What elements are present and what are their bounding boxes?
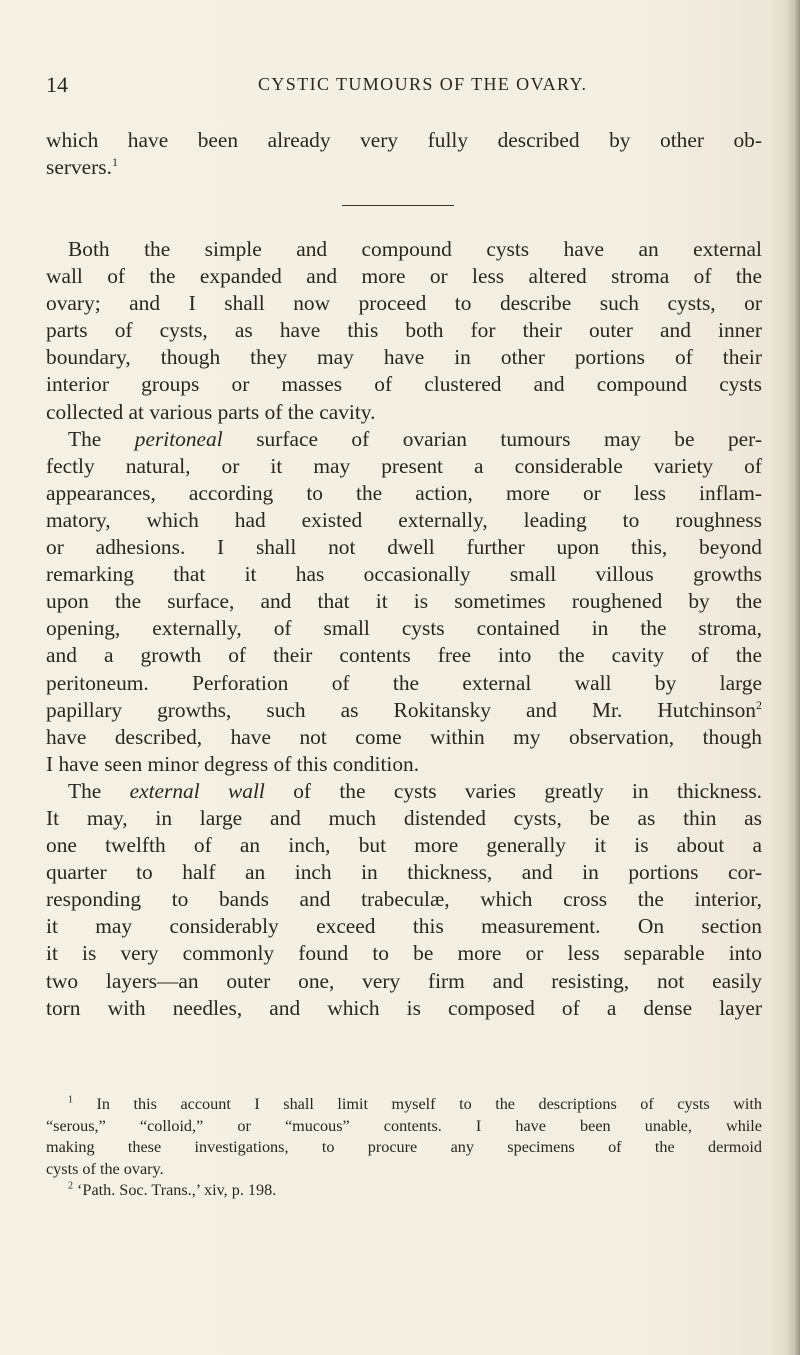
text-fragment: papillary growths, such as Rokitansky and Mr. Hutchinson — [46, 697, 756, 722]
footnote-ref-2: 2 — [756, 697, 762, 712]
text-line: collected at various parts of the cavity. — [46, 399, 376, 424]
page-header — [46, 72, 746, 102]
text-line: torn with needles, and which is composed of a dense layer — [46, 995, 762, 1020]
text-line: and a growth of their contents free into the cavity of the — [46, 643, 762, 668]
footnote-1-mark: 1 — [68, 1094, 73, 1106]
text-fragment: The — [68, 778, 102, 803]
text-line: interior groups or masses of clustered and compound cysts — [46, 372, 762, 397]
text-fragment: servers. — [46, 155, 112, 180]
text-line: boundary, though they may have in other portions of their — [46, 345, 762, 370]
text-fragment: ‘Path. Soc. Trans.,’ xiv, p. 198. — [73, 1181, 277, 1199]
text-line: remarking that it has occasionally small villous growths — [46, 562, 762, 587]
text-line — [46, 154, 762, 181]
footnote-1-line: “serous,” “colloid,” or “mucous” contents. I have been unable, while — [46, 1116, 762, 1135]
text-fragment: In this account I shall limit myself to the descriptions of cysts with — [73, 1095, 762, 1113]
footnote-1-line: cysts of the ovary. — [46, 1159, 164, 1178]
text-line: responding to bands and trabeculæ, which cross the interior, — [46, 887, 762, 912]
text-line: parts of cysts, as have this both for their outer and inner — [46, 318, 762, 343]
text-line: or adhesions. I shall not dwell further upon this, beyond — [46, 535, 762, 560]
section-divider — [342, 205, 454, 206]
footnote-1-line: making these investigations, to procure any specimens of the dermoid — [46, 1138, 762, 1156]
text-line: wall of the expanded and more or less altered stroma of the — [46, 264, 762, 289]
italic-term-external-wall: external wall — [129, 778, 265, 803]
text-line: opening, externally, of small cysts contained in the stroma, — [46, 616, 762, 641]
text-line — [46, 778, 762, 805]
italic-term-peritoneal: peritoneal — [134, 426, 223, 451]
text-line: quarter to half an inch in thickness, and in portions cor- — [46, 860, 762, 885]
footnote-2-mark: 2 — [68, 1180, 73, 1192]
text-line: peritoneum. Perforation of the external wall by large — [46, 670, 762, 695]
text-fragment: The — [68, 426, 102, 451]
text-line: appearances, according to the action, more or less inflam- — [46, 480, 762, 505]
text-line: it is very commonly found to be more or less separable into — [46, 941, 762, 966]
text-line: matory, which had existed externally, leading to roughness — [46, 507, 762, 532]
page-number: 14 — [46, 72, 68, 97]
text-line: It may, in large and much distended cysts, be as thin as — [46, 805, 762, 830]
text-line: it may considerably exceed this measurement. On section — [46, 914, 762, 939]
text-line: Both the simple and compound cysts have an external — [68, 237, 762, 261]
text-line — [46, 697, 762, 724]
text-line: which have been already very fully described by other ob- — [46, 128, 762, 152]
page-edge-shadow — [786, 0, 800, 1355]
text-line: upon the surface, and that it is sometimes roughened by the — [46, 589, 762, 614]
text-line: two layers—an outer one, very firm and resisting, not easily — [46, 968, 762, 993]
text-fragment: surface of ovarian tumours may be per- — [222, 426, 762, 451]
main-text — [46, 236, 762, 1022]
text-line — [46, 426, 762, 453]
opening-paragraph — [46, 127, 762, 181]
text-line: I have seen minor degress of this condition. — [46, 751, 420, 776]
text-fragment: of the cysts varies greatly in thickness. — [264, 778, 762, 803]
footnote-2-line — [46, 1180, 762, 1202]
text-line: ovary; and I shall now proceed to describe such cysts, or — [46, 291, 762, 316]
footnote-1-line — [46, 1094, 762, 1116]
footnote-ref-1: 1 — [111, 154, 118, 169]
text-line: one twelfth of an inch, but more generally it is about a — [46, 833, 762, 858]
text-line: have described, have not come within my observation, though — [46, 724, 762, 749]
footnotes — [46, 1094, 762, 1202]
running-head: CYSTIC TUMOURS OF THE OVARY. — [258, 74, 588, 94]
text-line: fectly natural, or it may present a considerable variety of — [46, 453, 762, 478]
